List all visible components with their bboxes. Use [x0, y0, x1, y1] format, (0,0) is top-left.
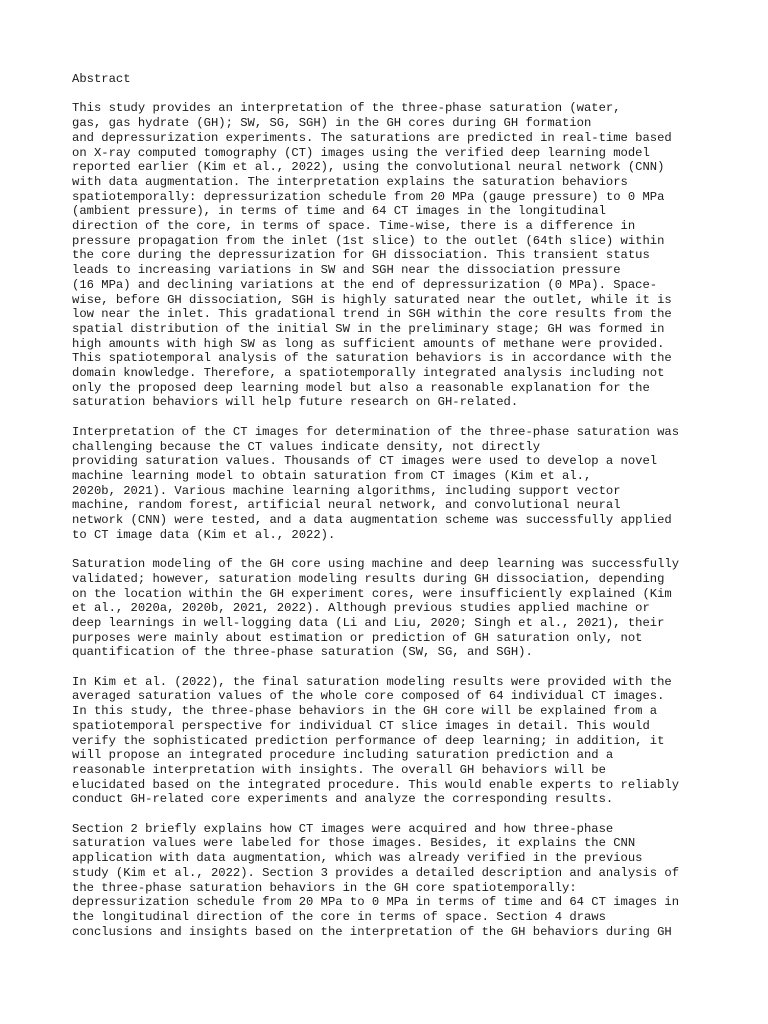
text-line: deep learnings in well-logging data (Li and Liu, 2020; Singh et al., 2021), their — [72, 615, 665, 630]
abstract-heading: Abstract — [72, 72, 131, 86]
text-line: high amounts with high SW as long as sufficient amounts of methane were provided. — [72, 336, 665, 351]
text-line: verify the sophisticated prediction performance of deep learning; in addition, it — [72, 733, 665, 748]
text-line: wise, before GH dissociation, SGH is highly saturated near the outlet, while it is — [72, 292, 672, 307]
paragraph — [72, 557, 712, 660]
text-line: averaged saturation values of the whole core composed of 64 individual CT images. — [72, 689, 665, 704]
paragraph — [72, 675, 712, 807]
text-line: on X-ray computed tomography (CT) images using the verified deep learning model — [72, 145, 650, 160]
text-line: depressurization schedule from 20 MPa to 0 MPa in terms of time and 64 CT images in — [72, 895, 680, 910]
text-line: spatial distribution of the initial SW in the preliminary stage; GH was formed in — [72, 321, 665, 336]
text-line: machine learning model to obtain saturation from CT images (Kim et al., — [72, 468, 592, 483]
text-line: In this study, the three-phase behaviors in the GH core will be explained from a — [72, 704, 658, 719]
text-line: saturation behaviors will help future research on GH-related. — [72, 395, 519, 410]
text-line: the longitudinal direction of the core in terms of space. Section 4 draws — [72, 910, 606, 924]
text-line: conduct GH-related core experiments and analyze the corresponding results. — [72, 792, 614, 807]
text-line: network (CNN) were tested, and a data augmentation scheme was successfully applied — [72, 513, 672, 528]
text-line: low near the inlet. This gradational trend in SGH within the core results from the — [72, 307, 672, 322]
text-line: challenging because the CT values indicate density, not directly — [72, 439, 541, 454]
paragraph — [72, 822, 712, 940]
text-line: saturation values were labeled for those images. Besides, it explains the CNN — [72, 836, 636, 851]
text-line: (ambient pressure), in terms of time and 64 CT images in the longitudinal — [72, 204, 606, 219]
text-line: gas, gas hydrate (GH); SW, SG, SGH) in the GH cores during GH formation — [72, 116, 592, 131]
text-line: Saturation modeling of the GH core using machine and deep learning was successfully — [72, 557, 680, 572]
text-line: Section 2 briefly explains how CT images were acquired and how three-phase — [72, 821, 614, 836]
text-line: quantification of the three-phase saturation (SW, SG, and SGH). — [72, 645, 533, 660]
text-line: study (Kim et al., 2022). Section 3 provides a detailed description and analysis of — [72, 865, 680, 880]
text-line: pressure propagation from the inlet (1st slice) to the outlet (64th slice) within — [72, 233, 665, 248]
text-line: spatiotemporally: depressurization schedule from 20 MPa (gauge pressure) to 0 MPa — [72, 189, 665, 204]
text-line: validated; however, saturation modeling results during GH dissociation, depending — [72, 571, 665, 586]
text-line: direction of the core, in terms of space. Time-wise, there is a difference in — [72, 219, 636, 234]
text-line: Interpretation of the CT images for determination of the three-phase saturation was — [72, 424, 680, 439]
document-page — [72, 72, 712, 954]
text-line: and depressurization experiments. The saturations are predicted in real-time based — [72, 130, 672, 145]
text-line: (16 MPa) and declining variations at the end of depressurization (0 MPa). Space- — [72, 277, 658, 292]
text-line: spatiotemporal perspective for individual CT slice images in detail. This would — [72, 718, 650, 733]
text-line: the three-phase saturation behaviors in the GH core spatiotemporally: — [72, 880, 577, 895]
text-line: machine, random forest, artificial neural network, and convolutional neural — [72, 498, 621, 513]
text-line: leads to increasing variations in SW and SGH near the dissociation pressure — [72, 263, 621, 278]
text-line: 2020b, 2021). Various machine learning algorithms, including support vector — [72, 483, 621, 498]
text-line: This study provides an interpretation of the three-phase saturation (water, — [72, 101, 621, 116]
text-line: only the proposed deep learning model but also a reasonable explanation for the — [72, 380, 650, 395]
text-line: In Kim et al. (2022), the final saturation modeling results were provided with the — [72, 674, 672, 689]
text-line: purposes were mainly about estimation or prediction of GH saturation only, not — [72, 630, 643, 645]
text-line: reported earlier (Kim et al., 2022), using the convolutional neural network (CNN) — [72, 160, 665, 175]
text-line: to CT image data (Kim et al., 2022). — [72, 527, 336, 542]
paragraph — [72, 101, 712, 410]
text-line: domain knowledge. Therefore, a spatiotemporally integrated analysis including not — [72, 366, 665, 381]
text-line: the core during the depressurization for GH dissociation. This transient status — [72, 248, 650, 263]
text-line: et al., 2020a, 2020b, 2021, 2022). Although previous studies applied machine or — [72, 601, 650, 616]
text-line: This spatiotemporal analysis of the saturation behaviors is in accordance with the — [72, 351, 672, 366]
text-line: elucidated based on the integrated procedure. This would enable experts to reliably — [72, 777, 680, 792]
text-line: with data augmentation. The interpretation explains the saturation behaviors — [72, 174, 628, 189]
text-line: reasonable interpretation with insights. The overall GH behaviors will be — [72, 762, 606, 777]
text-line: on the location within the GH experiment cores, were insufficiently explained (Kim — [72, 586, 672, 601]
text-line: will propose an integrated procedure including saturation prediction and a — [72, 748, 614, 763]
text-line: application with data augmentation, which was already verified in the previous — [72, 851, 643, 866]
paragraph — [72, 425, 712, 543]
text-line: conclusions and insights based on the interpretation of the GH behaviors during GH — [72, 924, 672, 939]
text-line: providing saturation values. Thousands of CT images were used to develop a novel — [72, 454, 658, 469]
